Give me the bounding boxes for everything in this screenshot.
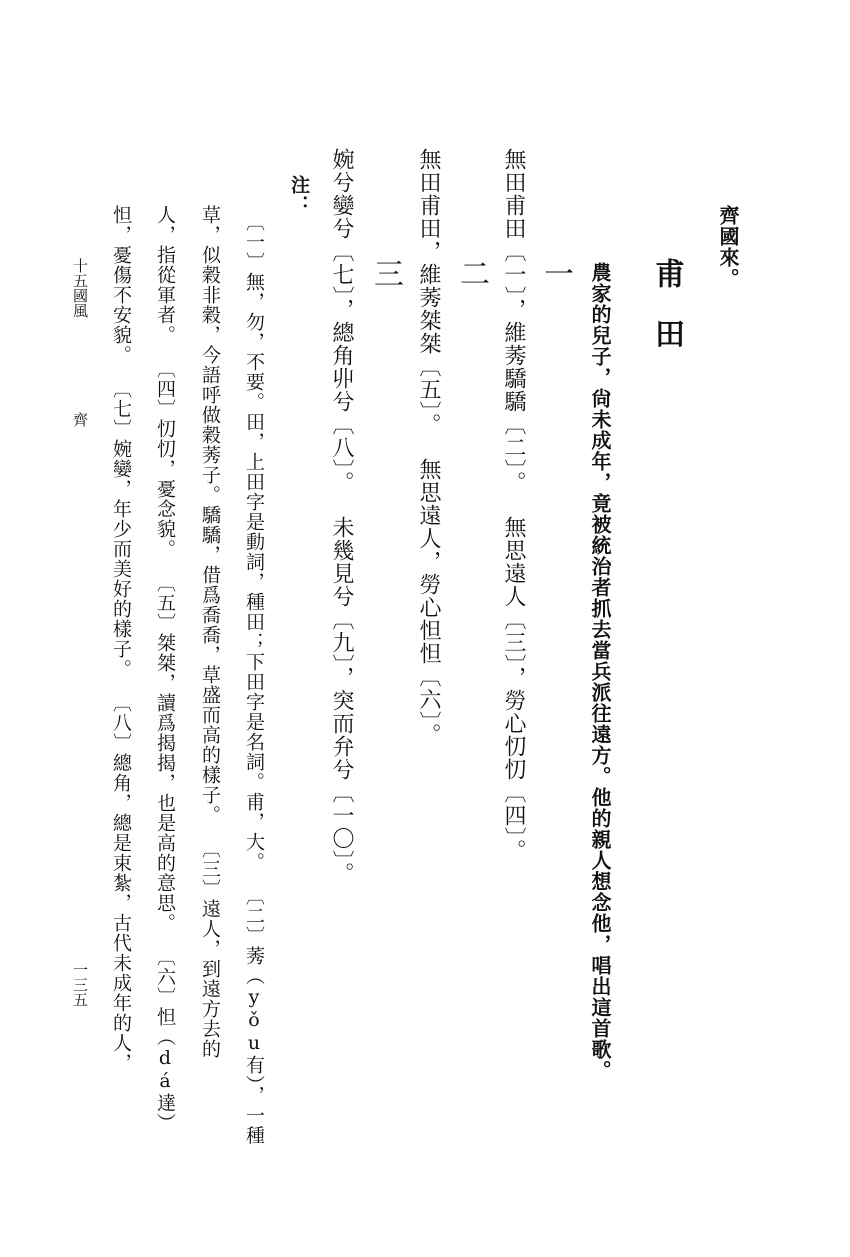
notes-column-3 <box>155 205 174 1133</box>
note-7: 〔七〕婉孌，年少而美好的樣子。 <box>110 379 132 679</box>
notes-column-1 <box>244 212 263 1146</box>
stanza-2-number: 二 <box>454 258 489 288</box>
note-5: 〔五〕桀桀，讀爲揭揭，也是高的意思。 <box>154 573 176 933</box>
poem-title: 甫 田 <box>649 258 684 348</box>
stanza-1-line-1: 無田甫田〔一〕，維莠驕驕〔二〕。 <box>501 148 526 494</box>
note-2-start: 〔二〕莠（yǒu有），一種 <box>243 886 265 1146</box>
stanza-1-line-2: 無思遠人〔三〕，勞心忉忉〔四〕。 <box>501 516 526 862</box>
page-number: 一三五 <box>71 962 89 1007</box>
stanza-1-text <box>502 148 524 862</box>
stanza-2-line-1: 無田甫田，維莠桀桀〔五〕。 <box>416 148 441 436</box>
note-8-start: 〔八〕總角，總是束紮，古代未成年的人， <box>110 693 132 1073</box>
stanza-3-text <box>330 148 352 885</box>
note-4: 〔四〕忉忉，憂念貌。 <box>154 359 176 559</box>
note-6-end: 怛，憂傷不安貌。 <box>110 205 132 365</box>
running-head-section: 十五國風 <box>71 258 89 318</box>
note-3-end: 人，指從軍者。 <box>154 205 176 345</box>
note-3-start: 〔三〕遠人，到遠方去的 <box>199 839 221 1059</box>
previous-intro-end: 齊國來。 <box>716 205 740 289</box>
note-6-start: 〔六〕怛（dá達） <box>154 947 176 1133</box>
note-1: 〔一〕無，勿，不要。田，上田字是動詞，種田；下田字是名詞。甫，大。 <box>243 212 265 872</box>
notes-label: 注： <box>288 175 310 215</box>
notes-column-4 <box>111 205 130 1073</box>
stanza-3-number: 三 <box>368 258 403 288</box>
stanza-3-line-2: 未幾見兮〔九〕，突而弁兮〔一〇〕。 <box>329 516 354 885</box>
stanza-2-line-2: 無思遠人，勞心怛怛〔六〕。 <box>416 458 441 746</box>
stanza-2-text <box>417 148 439 746</box>
poem-summary: 農家的兒子，尙未成年，竟被統治者抓去當兵派往遠方。他的親人想念他，唱出這首歌。 <box>588 262 612 1081</box>
note-2-end: 草，似穀非穀，今語呼做穀莠子。驕驕，借爲喬喬，草盛而高的樣子。 <box>199 205 221 825</box>
notes-column-2 <box>200 205 219 1059</box>
stanza-3-line-1: 婉兮孌兮〔七〕，總角丱兮〔八〕。 <box>329 148 354 494</box>
stanza-1-number: 一 <box>538 258 573 288</box>
running-head-state: 齊 <box>71 412 89 427</box>
